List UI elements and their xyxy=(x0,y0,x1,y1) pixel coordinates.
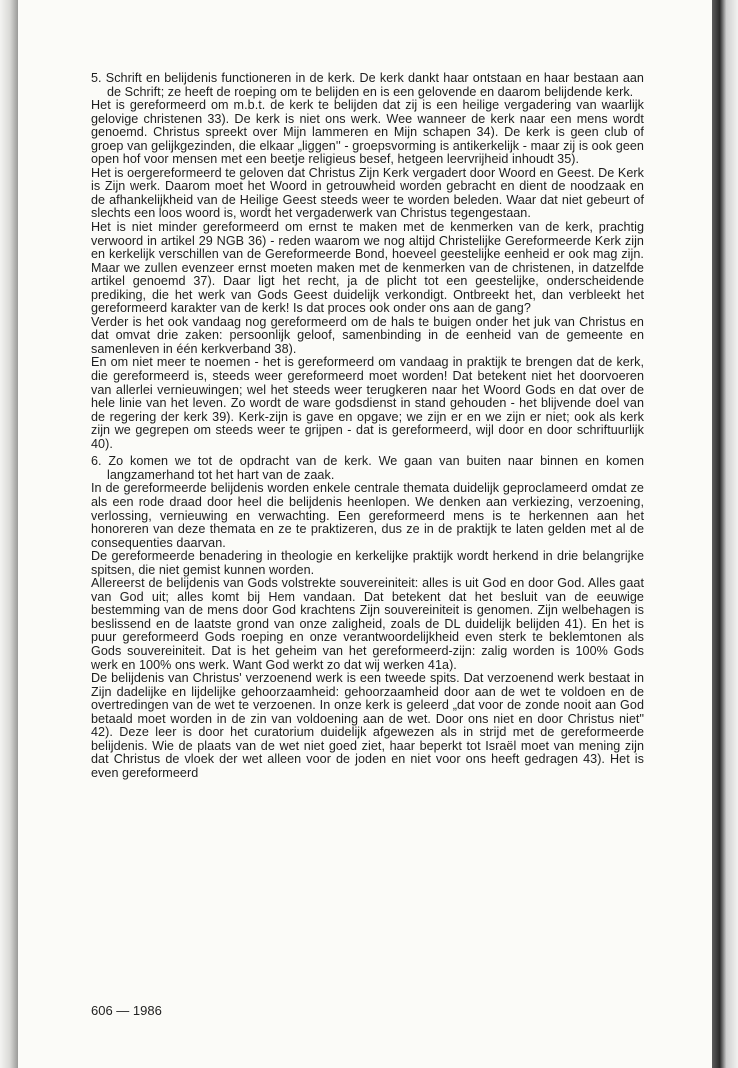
paragraph: Het is gereformeerd om m.b.t. de kerk te belijden dat zij is een heilige vergadering van waarlijk gelovige christenen 33). De kerk is niet ons werk. Wee wanneer de kerk naar een mens wordt genoemd. Christus spreekt over Mijn lammeren en Mijn schapen 34). De kerk is geen club of groep van gelijkgezinden, die elkaar „liggen'' - groepsvorming is antikerkelijk - maar zij is ook geen open hof voor mensen met een beetje religieus besef, hetgeen leervrijheid inhoudt 35). xyxy=(91,98,644,167)
paragraph: Allereerst de belijdenis van Gods volstrekte souvereiniteit: alles is uit God en door God. Alles gaat van God uit; alles komt bij Hem vandaan. Dat betekent dat het besluit van de eeuwige bestemming van de mens door God krachtens Zijn souvereiniteit is genomen. Zijn welbehagen is beslissend en de laatste grond van onze zaligheid, zoals de DL duidelijk belijden 41). En het is puur gereformeerd Gods roeping en onze verantwoordelijkheid even sterk te beklemtonen als Gods souvereiniteit. Dat is het geheim van het gereformeerd-zijn: zalig worden is 100% Gods werk en 100% ons werk. Want God werkt zo dat wij werken 41a). xyxy=(91,576,644,672)
paragraph: Verder is het ook vandaag nog gereformeerd om de hals te buigen onder het juk van Christus en dat omvat drie zaken: persoonlijk geloof, samenbinding in de eenheid van de gemeente en samenleven in één kerkverband 38). xyxy=(91,314,644,356)
paragraph: De belijdenis van Christus' verzoenend werk is een tweede spits. Dat verzoenend werk bestaat in Zijn dadelijke en lijdelijke gehoorzaamheid: gehoorzaamheid door aan de wet te voldoen en de overtredingen van de wet te verzoenen. In onze kerk is geleerd „dat voor de zonde nooit aan God betaald moet worden in de zin van voldoening aan de wet. Door ons niet en door Christus niet" 42). Deze leer is door het curatorium duidelijk afgewezen als in strijd met de gereformeerde belijdenis. Wie de plaats van de wet niet goed ziet, haar beperkt tot Israël moet van mening zijn dat Christus de vloek der wet alleen voor de joden en niet voor ons heeft gedragen 43). Het is even gereformeerd xyxy=(91,671,644,780)
body-text xyxy=(91,72,644,780)
section-6-paragraph: 6. Zo komen we tot de opdracht van de kerk. We gaan van buiten naar binnen en komen langzamerhand tot het hart van de zaak. xyxy=(91,454,644,482)
paragraph: In de gereformeerde belijdenis worden enkele centrale themata duidelijk geproclameerd omdat ze als een rode draad door heel die belijdenis heenlopen. We denken aan verkiezing, verzoening, verlossing, vernieuwing en verwachting. Een gereformeerd mens is te herkennen aan het honoreren van deze themata en ze te praktizeren, dus ze in de praktijk te laten gelden met al de consequenties daarvan. xyxy=(91,481,644,550)
paragraph: Het is oergereformeerd te geloven dat Christus Zijn Kerk vergadert door Woord en Geest. De Kerk is Zijn werk. Daarom moet het Woord in getrouwheid worden gebracht en dient de noodzaak en de afhankelijkheid van de Heilige Geest steeds weer te worden beleden. Waar dat niet gebeurt of slechts een loos woord is, wordt het vergaderwerk van Christus tegengestaan. xyxy=(91,165,644,221)
paragraph: Het is niet minder gereformeerd om ernst te maken met de kenmerken van de kerk, prachtig verwoord in artikel 29 NGB 36) - reden waarom we nog altijd Christelijke Gereformeerde Kerk zijn en kerkelijk verschillen van de Gereformeerde Bond, hoeveel geestelijke eenheid er ook mag zijn. Maar we zullen evenzeer ernst moeten maken met de kenmerken van de christenen, in datzelfde artikel genoemd 37). Daar ligt het recht, ja de plicht tot een geestelijke, onderscheidende prediking, die het werk van Gods Geest duidelijk verkondigt. Ontbreekt het, dan verbleekt het gereformeerd karakter van de kerk! Is dat proces ook onder ons aan de gang? xyxy=(91,220,644,316)
paragraph: De gereformeerde benadering in theologie en kerkelijke praktijk wordt herkend in drie belangrijke spitsen, die niet gemist kunnen worden. xyxy=(91,549,644,577)
scan-left-edge xyxy=(0,0,18,1068)
scan-right-edge xyxy=(712,0,738,1068)
page-number: 606 — 1986 xyxy=(91,1003,162,1018)
section-5-paragraph: 5. Schrift en belijdenis functioneren in de kerk. De kerk dankt haar ontstaan en haar bestaan aan de Schrift; ze heeft de roeping om te belijden en is een gelovende en daarom belijdende kerk. xyxy=(91,71,644,99)
paragraph: En om niet meer te noemen - het is gereformeerd om vandaag in praktijk te brengen dat de kerk, die gereformeerd is, steeds weer gereformeerd moet worden! Dat betekent niet het doorvoeren van allerlei vernieuwingen; wel het steeds weer terugkeren naar het Woord Gods en dat over de hele linie van het leven. Zo wordt de ware godsdienst in stand gehouden - het blijvende doel van de regering der kerk 39). Kerk-zijn is gave en opgave; we zijn er en we zijn er niet; ook als kerk zijn we gegrepen om steeds weer te grijpen - dat is gereformeerd, wijl door en door schriftuurlijk 40). xyxy=(91,355,644,451)
